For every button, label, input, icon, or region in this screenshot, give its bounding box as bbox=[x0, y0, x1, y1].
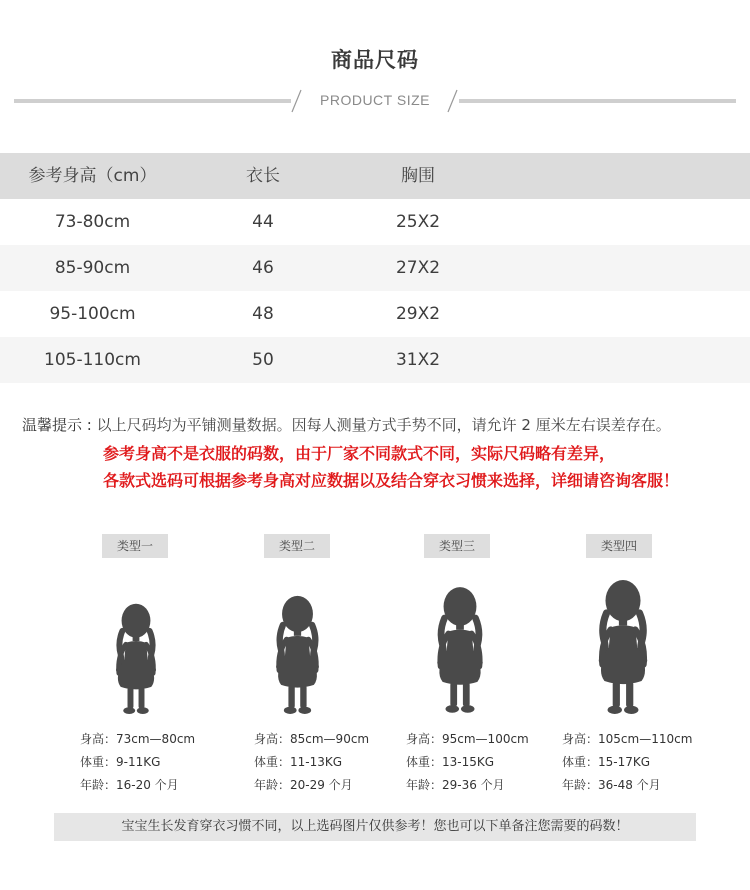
column-header-chest: 胸围 bbox=[401, 166, 435, 186]
table-header-row bbox=[0, 153, 750, 199]
type-info-4 bbox=[562, 728, 692, 797]
cell-chest: 29X2 bbox=[395, 304, 441, 324]
cell-height: 105-110cm bbox=[44, 350, 141, 370]
cell-length: 50 bbox=[252, 350, 274, 370]
info-age: 年龄：29-36 个月 bbox=[406, 778, 505, 792]
cell-chest: 27X2 bbox=[395, 258, 441, 278]
info-weight: 体重：9-11KG bbox=[80, 755, 161, 769]
child-silhouette-type-1 bbox=[110, 602, 162, 714]
warning-line-2: 各款式选码可根据参考身高对应数据以及结合穿衣习惯来选择，详细请咨询客服！ bbox=[103, 471, 680, 490]
child-silhouette-type-3 bbox=[431, 585, 489, 713]
type-info-2 bbox=[254, 728, 369, 797]
type-tag-2: 类型二 bbox=[264, 534, 330, 558]
type-info-3 bbox=[406, 728, 529, 797]
page-title: 商品尺码 bbox=[331, 48, 419, 72]
info-age: 年龄：20-29 个月 bbox=[254, 778, 353, 792]
info-height: 身高：85cm—90cm bbox=[254, 732, 370, 746]
warning-line-1: 参考身高不是衣服的码数，由于厂家不同款式不同，实际尺码略有差异， bbox=[103, 444, 616, 463]
notice-line bbox=[22, 414, 671, 435]
cell-length: 46 bbox=[252, 258, 274, 278]
cell-chest: 25X2 bbox=[395, 212, 441, 232]
type-tag-4: 类型四 bbox=[586, 534, 652, 558]
table-row bbox=[0, 245, 750, 291]
footer-note: 宝宝生长发育穿衣习惯不同，以上选码图片仅供参考！您也可以下单备注您需要的码数！ bbox=[54, 813, 696, 841]
cell-chest: 31X2 bbox=[395, 350, 441, 370]
table-row bbox=[0, 291, 750, 337]
info-height: 身高：95cm—100cm bbox=[406, 732, 529, 746]
column-header-length: 衣长 bbox=[246, 166, 280, 186]
info-weight: 体重：13-15KG bbox=[406, 755, 495, 769]
info-weight: 体重：15-17KG bbox=[562, 755, 651, 769]
type-tag-3: 类型三 bbox=[424, 534, 490, 558]
info-weight: 体重：11-13KG bbox=[254, 755, 343, 769]
page-subtitle: PRODUCT SIZE bbox=[320, 92, 430, 108]
child-silhouette-type-4 bbox=[592, 578, 654, 714]
cell-height: 95-100cm bbox=[49, 304, 136, 324]
column-header-height: 参考身高（cm） bbox=[28, 166, 157, 186]
info-age: 年龄：36-48 个月 bbox=[562, 778, 661, 792]
info-age: 年龄：16-20 个月 bbox=[80, 778, 179, 792]
type-info-1 bbox=[80, 728, 195, 797]
cell-length: 44 bbox=[252, 212, 274, 232]
cell-length: 48 bbox=[252, 304, 274, 324]
info-height: 身高：73cm—80cm bbox=[80, 732, 196, 746]
info-height: 身高：105cm—110cm bbox=[562, 732, 693, 746]
notice-text: 以上尺码均为平铺测量数据。因每人测量方式手势不同，请允许 2 厘米左右误差存在。 bbox=[96, 416, 671, 434]
type-tag-1: 类型一 bbox=[102, 534, 168, 558]
notice-label: 温馨提示 : bbox=[22, 416, 92, 434]
child-silhouette-type-2 bbox=[270, 594, 325, 714]
table-row bbox=[0, 199, 750, 245]
table-row bbox=[0, 337, 750, 383]
cell-height: 85-90cm bbox=[54, 258, 131, 278]
cell-height: 73-80cm bbox=[54, 212, 131, 232]
size-table bbox=[0, 153, 750, 383]
